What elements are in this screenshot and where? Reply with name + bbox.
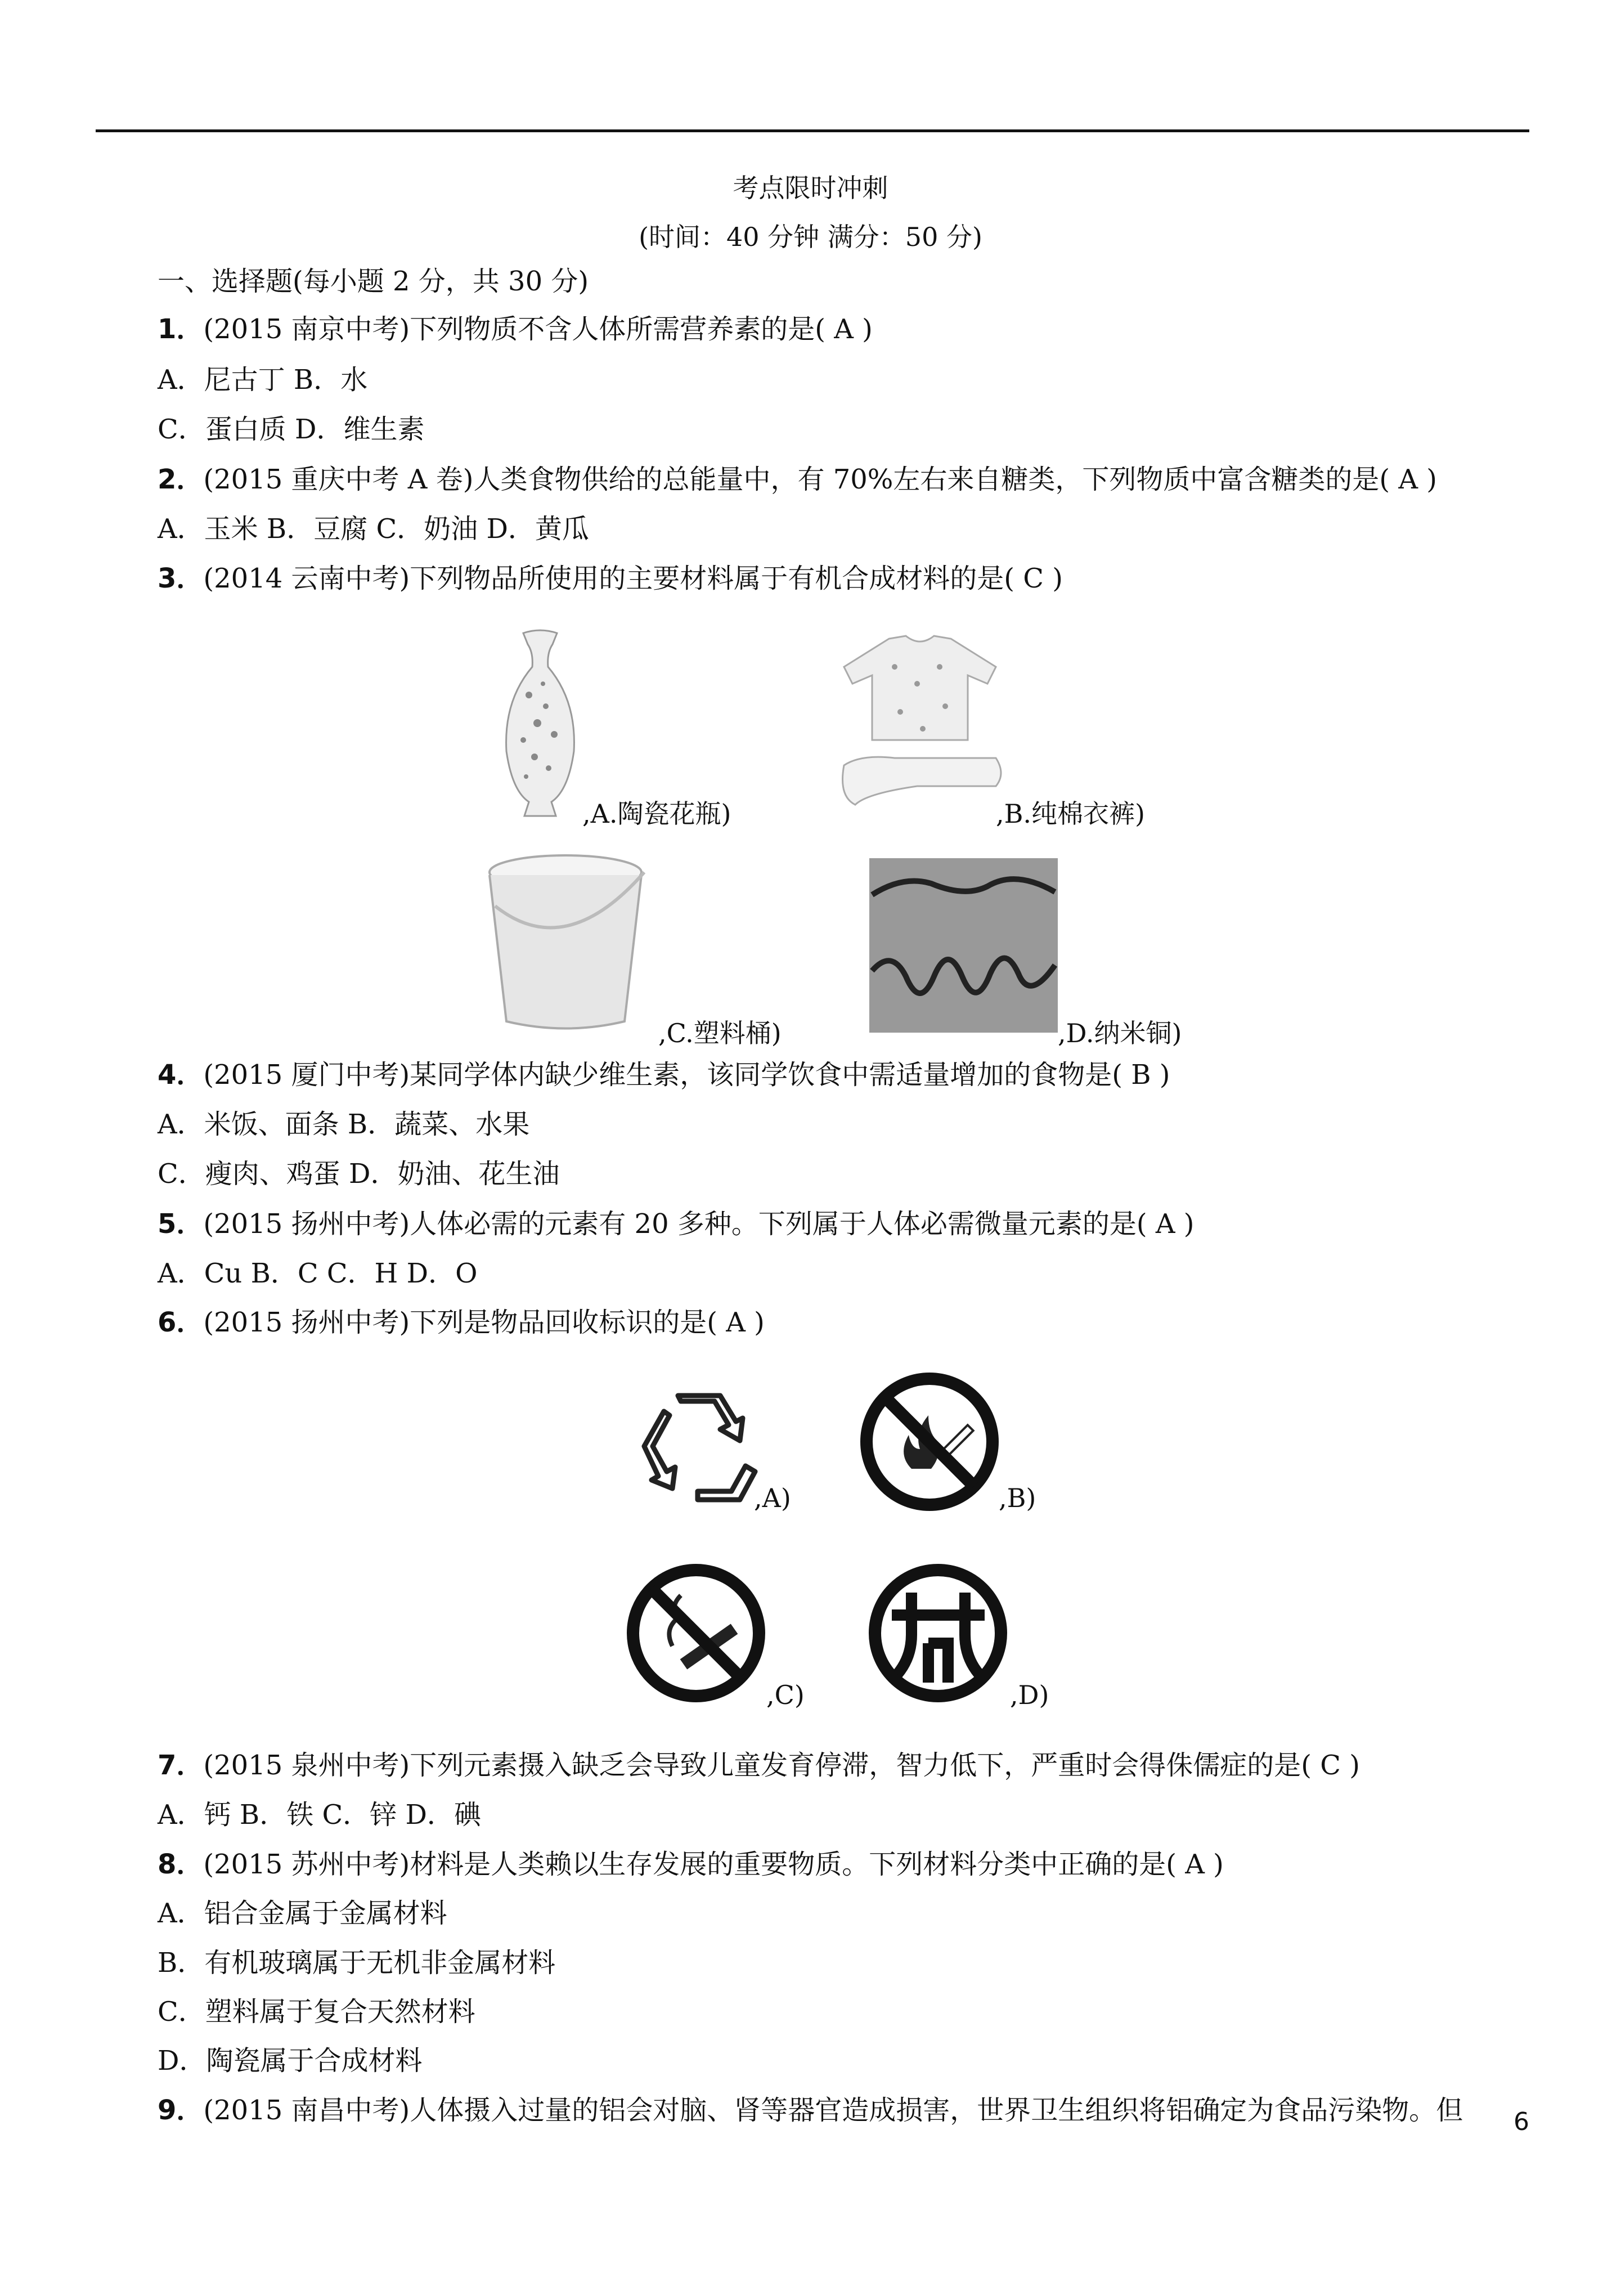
- question-8: [158, 1847, 1224, 1881]
- plastic-bucket-icon: [481, 844, 655, 1033]
- question-number: 6．: [158, 1307, 204, 1338]
- header-rule: [96, 129, 1529, 132]
- question-2: [158, 463, 1437, 496]
- page-title: 考点限时冲刺: [733, 173, 888, 203]
- image-caption: ,A.陶瓷花瓶): [582, 799, 731, 829]
- question-text: (2015 重庆中考 A 卷)人类食物供给的总能量中，有 70%左右来自糖类，下列物质中富含糖类的是( A ): [203, 464, 1438, 495]
- question-text: (2015 扬州中考)人体必需的元素有 20 多种。下列属于人体必需微量元素的是( A ): [203, 1208, 1195, 1240]
- question-text: (2015 厦门中考)某同学体内缺少维生素，该同学饮食中需适量增加的食物是( B ): [203, 1059, 1170, 1091]
- image-caption: ,B): [999, 1483, 1036, 1513]
- question-number: 8．: [158, 1849, 204, 1880]
- image-caption: ,D): [1010, 1680, 1049, 1710]
- option-line: A．尼古丁 B．水: [158, 364, 368, 396]
- page-number: 6: [1514, 2107, 1529, 2136]
- image-caption: ,B.纯棉衣裤): [996, 799, 1145, 829]
- option-line: A．Cu B．C C．H D．O: [158, 1258, 478, 1289]
- question-9: [158, 2093, 1463, 2127]
- cotton-clothes-icon: [827, 633, 1013, 810]
- option-line: A．米饭、面条 B．蔬菜、水果: [158, 1109, 530, 1140]
- question-3: [158, 562, 1063, 595]
- option-line: C．塑料属于复合天然材料: [158, 1996, 475, 2028]
- image-caption: ,A): [754, 1483, 791, 1513]
- question-7: [158, 1748, 1360, 1782]
- question-number: 5．: [158, 1208, 204, 1240]
- option-line: C．瘦肉、鸡蛋 D．奶油、花生油: [158, 1158, 560, 1190]
- question-5: [158, 1207, 1195, 1241]
- question-number: 4．: [158, 1059, 204, 1091]
- question-number: 3．: [158, 563, 204, 594]
- question-text: (2015 扬州中考)下列是物品回收标识的是( A ): [203, 1307, 765, 1338]
- question-text: (2015 南昌中考)人体摄入过量的铝会对脑、肾等器官造成损害，世界卫生组织将铝确定为食品污染物。但: [203, 2095, 1463, 2126]
- option-line: B．有机玻璃属于无机非金属材料: [158, 1947, 556, 1979]
- question-text: (2014 云南中考)下列物品所使用的主要材料属于有机合成材料的是( C ): [203, 563, 1063, 594]
- image-caption: ,D.纳米铜): [1058, 1018, 1182, 1048]
- question-1: [158, 312, 873, 346]
- nano-copper-icon: [869, 858, 1058, 1033]
- no-smoking-icon: [625, 1562, 768, 1705]
- image-caption: ,C.塑料桶): [658, 1018, 782, 1048]
- question-number: 9．: [158, 2095, 204, 2126]
- section-heading: 一、选择题(每小题 2 分，共 30 分): [158, 266, 589, 297]
- question-6: [158, 1306, 765, 1339]
- question-text: (2015 泉州中考)下列元素摄入缺乏会导致儿童发育停滞，智力低下，严重时会得侏儒症的是( C ): [203, 1750, 1360, 1781]
- question-number: 7．: [158, 1750, 204, 1781]
- option-line: A．铝合金属于金属材料: [158, 1898, 447, 1929]
- question-text: (2015 南京中考)下列物质不含人体所需营养素的是( A ): [203, 313, 873, 345]
- question-text: (2015 苏州中考)材料是人类赖以生存发展的重要物质。下列材料分类中正确的是( A ): [203, 1849, 1224, 1880]
- option-line: A．钙 B．铁 C．锌 D．碘: [158, 1799, 481, 1831]
- question-number: 1．: [158, 313, 204, 345]
- page-subtitle: (时间：40 分钟 满分：50 分): [639, 222, 982, 252]
- no-fire-icon: [858, 1370, 1002, 1514]
- option-line: C．蛋白质 D．维生素: [158, 414, 425, 445]
- recycle-icon: [636, 1390, 762, 1508]
- option-line: D．陶瓷属于合成材料: [158, 2045, 423, 2077]
- question-number: 2．: [158, 464, 204, 495]
- option-line: A．玉米 B．豆腐 C．奶油 D．黄瓜: [158, 513, 589, 545]
- vase-icon: [484, 627, 596, 819]
- energy-label-icon: [866, 1562, 1010, 1705]
- image-caption: ,C): [766, 1680, 805, 1710]
- question-4: [158, 1058, 1170, 1092]
